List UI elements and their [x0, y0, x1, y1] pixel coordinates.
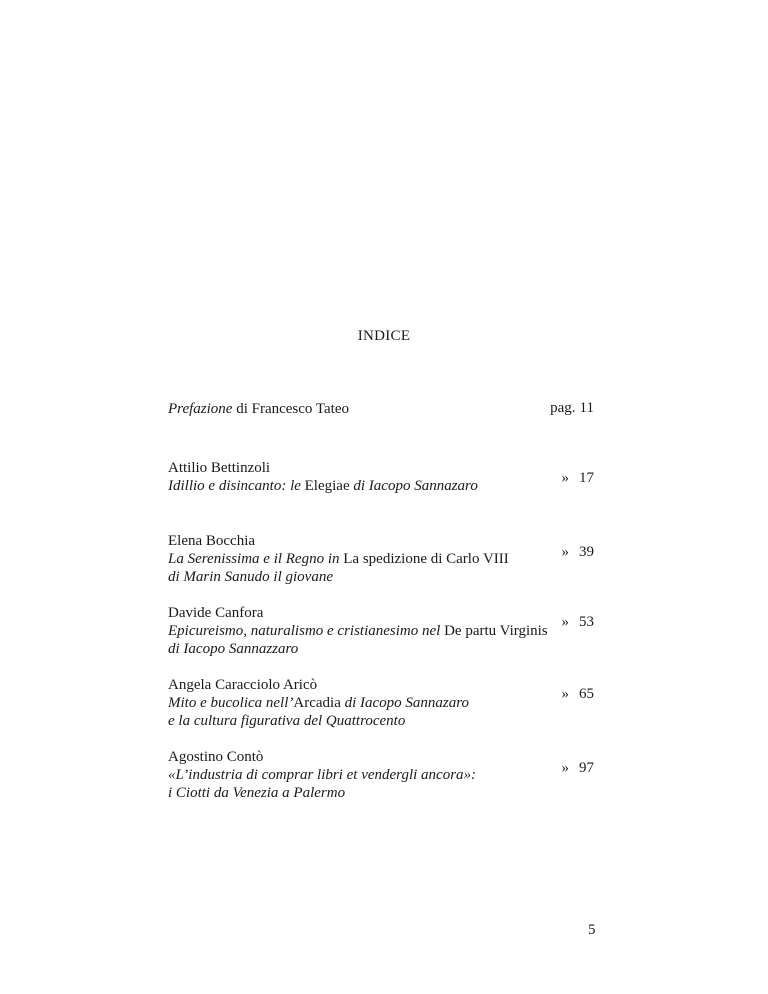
toc-entry-page-prefix: » — [561, 544, 569, 560]
toc-entry-title-segment: De partu Virginis — [444, 623, 548, 639]
toc-entry-title-segment: i Ciotti da Venezia a Palermo — [168, 785, 346, 801]
toc-entry — [168, 604, 608, 658]
toc-entry-title-line — [168, 568, 608, 586]
toc-entry-page-ref — [562, 470, 595, 487]
toc-entry — [168, 748, 608, 802]
toc-entry-title-line — [168, 640, 608, 658]
toc-entry-page-ref — [550, 400, 594, 417]
toc-entry-page-ref — [562, 686, 595, 703]
toc-entry-title-segment: Mito e bucolica nell’ — [168, 695, 294, 711]
toc-entry-title-line — [168, 694, 608, 712]
toc-entry-title-segment: La spedizione di Carlo VIII — [343, 551, 509, 567]
toc-entry-title-segment: e la cultura figurativa del Quattrocento — [168, 713, 406, 729]
toc-entry-page-ref — [562, 544, 595, 561]
toc-entry — [168, 532, 608, 586]
toc-entry-title-segment: di Marin Sanudo il giovane — [168, 569, 333, 585]
toc-entry-author: Angela Caracciolo Aricò — [168, 677, 318, 693]
toc-entry-title-segment: Prefazione — [168, 401, 233, 417]
toc-entry — [168, 676, 608, 730]
toc-entry-title-line — [168, 766, 608, 784]
toc-entry-title-segment: di Iacopo Sannazaro — [349, 478, 478, 494]
page-number: 5 — [588, 922, 596, 938]
toc-entry-title-segment: Elegiae — [304, 478, 350, 494]
toc-entry-title-line — [168, 400, 608, 418]
toc-entry-title-line — [168, 622, 608, 640]
toc-entry-title-segment: Epicureismo, naturalismo e cristianesimo nel — [168, 623, 445, 639]
toc-entry-page-prefix: pag. — [550, 400, 576, 416]
toc-entry-title-line — [168, 712, 608, 730]
toc-entry-author: Agostino Contò — [168, 749, 264, 765]
toc-entry-page-prefix: » — [561, 686, 569, 702]
toc-entry-title-segment: di Francesco Tateo — [232, 401, 349, 417]
toc-entry-author: Attilio Bettinzoli — [168, 460, 271, 476]
toc-entry-title-line — [168, 477, 608, 495]
toc-entry-page-number: 65 — [579, 686, 594, 702]
toc-entry-page-ref — [562, 760, 595, 777]
toc-entry-page-number: 39 — [579, 544, 594, 560]
toc-entry-author: Elena Bocchia — [168, 533, 256, 549]
toc-entry-author: Davide Canfora — [168, 605, 264, 621]
toc-entry-title-segment: «L’industria di comprar libri et vendergli ancora»: — [168, 767, 477, 783]
toc-entry — [168, 459, 608, 495]
toc-entry-page-number: 17 — [579, 470, 594, 486]
toc-entry-page-number: 11 — [579, 400, 594, 416]
toc-entry-title-segment: La Serenissima e il Regno in — [168, 551, 344, 567]
toc-entry-page-number: 97 — [579, 760, 594, 776]
toc-entry — [168, 400, 608, 418]
index-title: INDICE — [357, 328, 411, 344]
toc-entry-page-ref — [562, 614, 595, 631]
toc-entry-page-number: 53 — [579, 614, 594, 630]
toc-entry-title-line — [168, 550, 608, 568]
toc-entry-title-segment: Arcadia — [293, 695, 341, 711]
toc-entry-title-segment: di Iacopo Sannazaro — [340, 695, 470, 711]
toc-entry-page-prefix: » — [561, 614, 569, 630]
toc-entry-page-prefix: » — [561, 470, 569, 486]
toc-entry-page-prefix: » — [561, 760, 569, 776]
toc-entry-title-segment: di Iacopo Sannazzaro — [168, 641, 299, 657]
toc-entry-title-line — [168, 784, 608, 802]
toc-entry-title-segment: Idillio e disincanto: le — [168, 478, 305, 494]
